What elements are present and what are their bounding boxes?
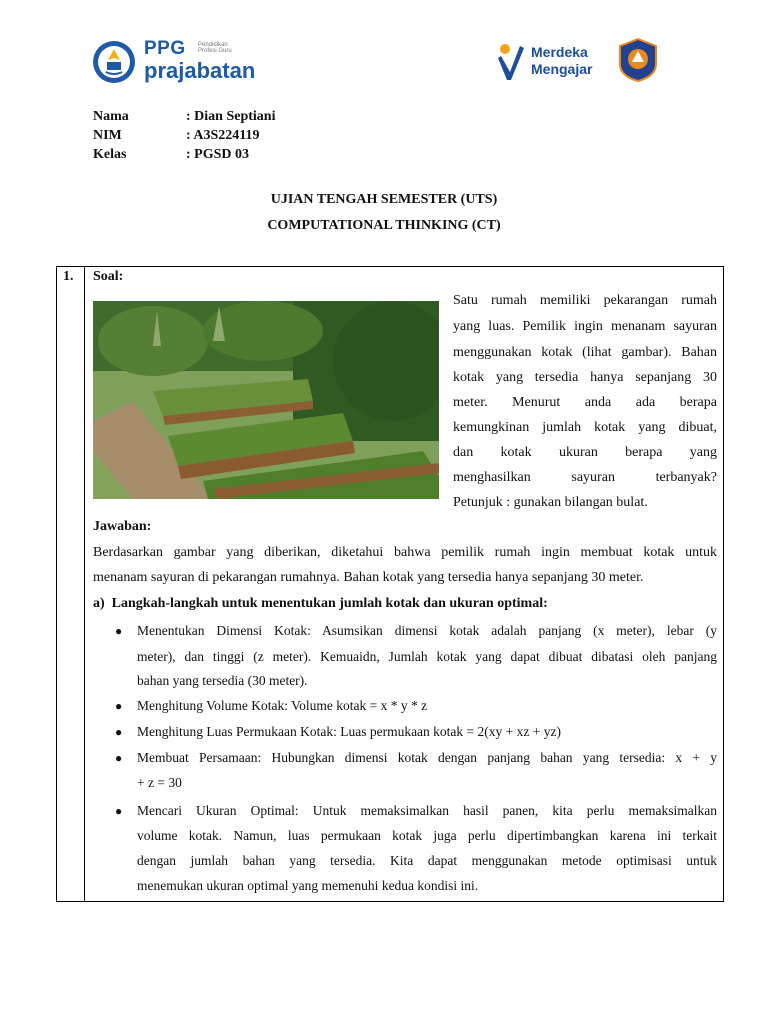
question-hint: Petunjuk : gunakan bilangan bulat. [453, 495, 648, 510]
question-text-line: kotak yang tersedia hanya sepanjang 30 [453, 370, 717, 385]
bullet-text-line: volume kotak. Namun, luas permukaan kotak juga perlu dipertimbangkan karena ini terkait [137, 828, 717, 843]
bullet-text-line: Menentukan Dimensi Kotak: Asumsikan dimensi kotak adalah panjang (x meter), lebar (y [137, 623, 717, 638]
merdeka-mengajar-mark-icon [498, 42, 524, 82]
identity-value: : A3S224119 [186, 128, 260, 143]
bullet-dot: ● [115, 699, 123, 713]
identity-label: NIM [93, 128, 122, 143]
identity-label: Kelas [93, 147, 127, 162]
bullet-text-line: dengan jumlah bahan yang tersedia. Kita dapat menggunakan metode optimisasi untuk [137, 853, 717, 868]
mengajar-text: Mengajar [531, 61, 593, 77]
identity-label: Nama [93, 109, 129, 124]
question-text-line: menghasilkan sayuran terbanyak? [453, 470, 717, 485]
garden-beds-image [93, 301, 439, 499]
question-text-line: menggunakan kotak (lihat gambar). Bahan [453, 345, 717, 360]
section-a-heading: a) Langkah-langkah untuk menentukan jumlah kotak dan ukuran optimal: [93, 596, 548, 611]
question-text-line: dan kotak ukuran berapa yang [453, 445, 717, 460]
bullet-dot: ● [115, 804, 123, 818]
question-table [56, 266, 724, 902]
identity-value: : Dian Septiani [186, 109, 276, 124]
bullet-dot: ● [115, 751, 123, 765]
identity-value: : PGSD 03 [186, 147, 249, 162]
answer-intro-line: Berdasarkan gambar yang diberikan, diketahui bahwa pemilik rumah ingin membuat kotak untuk [93, 545, 717, 560]
exam-title: UJIAN TENGAH SEMESTER (UTS) [270, 192, 498, 207]
bullet-text-line: bahan yang tersedia (30 meter). [137, 673, 308, 688]
question-text-line: kemungkinan jumlah kotak yang dibuat, [453, 420, 717, 435]
bullet-text-line: + z = 30 [137, 775, 182, 790]
question-number: 1. [63, 269, 74, 284]
merdeka-mengajar-logo [498, 40, 658, 86]
answer-intro-line: menanam sayuran di pekarangan rumahnya. Bahan kotak yang tersedia hanya sepanjang 30 meter. [93, 570, 644, 585]
soal-label: Soal: [93, 269, 124, 284]
question-text-line: yang luas. Pemilik ingin menanam sayuran [453, 319, 717, 334]
course-title: COMPUTATIONAL THINKING (CT) [267, 218, 501, 233]
ppg-logo-subtext: Pendidikan Profesi Guru [198, 42, 232, 54]
bullet-text-line: Menghitung Volume Kotak: Volume kotak = x * y * z [137, 698, 428, 713]
question-text-line: Satu rumah memiliki pekarangan rumah [453, 293, 717, 308]
tut-wuri-handayani-emblem-icon [92, 40, 136, 84]
question-text-line: meter. Menurut anda ada berapa [453, 395, 717, 410]
university-seal-icon [618, 38, 658, 82]
ppg-logo-text: PPG [144, 38, 186, 59]
bullet-text-line: meter), dan tinggi (z meter). Kemuaidn, Jumlah kotak yang dapat dibuat dibatasi oleh panjang [137, 649, 717, 664]
merdeka-text: Merdeka [531, 44, 588, 60]
bullet-text-line: Mencari Ukuran Optimal: Untuk memaksimalkan hasil panen, kita perlu memaksimalkan [137, 803, 717, 818]
bullet-text-line: Menghitung Luas Permukaan Kotak: Luas permukaan kotak = 2(xy + xz + yz) [137, 724, 561, 739]
jawaban-label: Jawaban: [93, 519, 152, 534]
prajabatan-logo-text: prajabatan [144, 58, 256, 83]
ppg-prajabatan-logo [92, 38, 272, 88]
bullet-text-line: Membuat Persamaan: Hubungkan dimensi kotak dengan panjang bahan yang tersedia: x + y [137, 750, 717, 765]
bullet-text-line: menemukan ukuran optimal yang memenuhi kedua kondisi ini. [137, 878, 479, 893]
table-column-divider [84, 267, 85, 901]
bullet-dot: ● [115, 624, 123, 638]
bullet-dot: ● [115, 725, 123, 739]
